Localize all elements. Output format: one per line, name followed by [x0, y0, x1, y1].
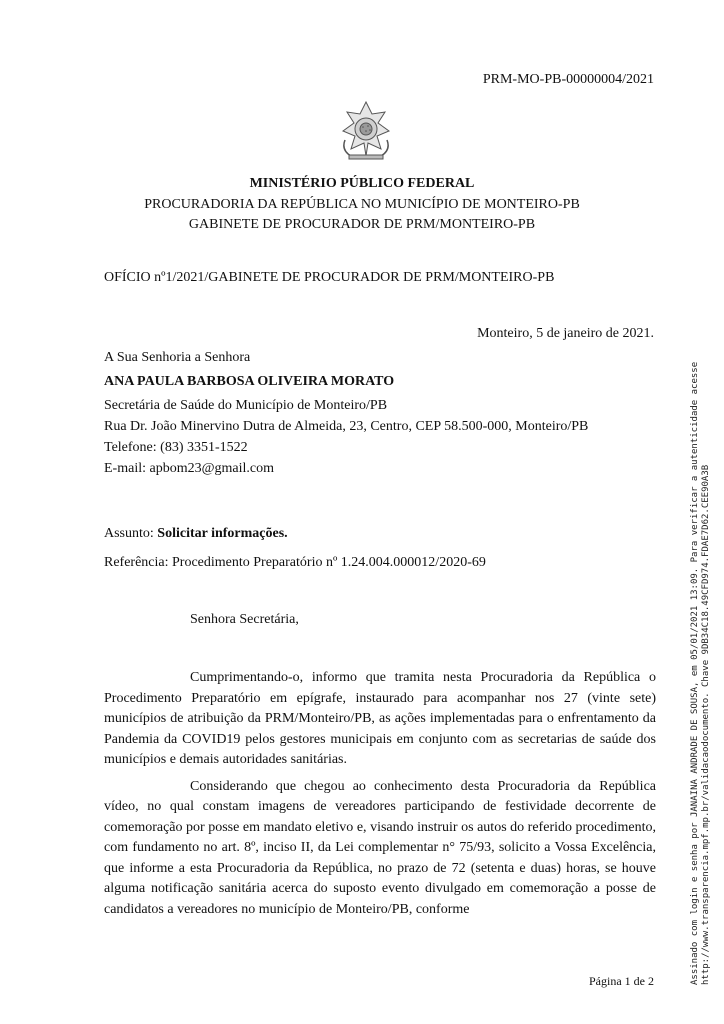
- recipient-email: E-mail: apbom23@gmail.com: [104, 461, 274, 476]
- body-text: [104, 668, 656, 920]
- oficio-number: OFÍCIO nº1/2021/GABINETE DE PROCURADOR DE PRM/MONTEIRO-PB: [104, 270, 555, 285]
- greeting: Senhora Secretária,: [190, 612, 299, 627]
- paragraph-2: Considerando que chegou ao conhecimento desta Procuradoria da República vídeo, no qual constam imagens de vereadores participando de festividade decorrente de comemoração por posse em mandato eletivo e, visando instruir os autos do referido procedimento, com fundamento no art. 8º, inciso II, da Lei complementar n° 75/93, solicito a Vossa Excelência, que informe a esta Procuradoria da República, no prazo de 72 (setenta e duas) horas, se houve alguma notificação sanitária acerca do suposto evento divulgado em comemoração a posse de candidatos a vereadores no município de Monteiro/PB, conforme: [104, 778, 656, 917]
- recipient-role: Secretária de Saúde do Município de Monteiro/PB: [104, 398, 388, 413]
- paragraph-1: Cumprimentando-o, informo que tramita nesta Procuradoria da República o Procedimento Preparatório em epígrafe, instaurado para acompanhar nos 27 (vinte sete) municípios de atribuição da PRM/Monteiro/PB, as ações implementadas para o enfrentamento da Pandemia da COVID19 pelos gestores municipais em conjunto com as secretarias de saúde dos municípios e demais autoridades sanitárias.: [104, 670, 656, 767]
- document-reference: PRM-MO-PB-00000004/2021: [482, 72, 654, 87]
- document-date: Monteiro, 5 de janeiro de 2021.: [477, 326, 654, 341]
- national-coat-of-arms-icon: [337, 100, 395, 162]
- subject-label: Assunto:: [104, 526, 154, 541]
- office-title: GABINETE DE PROCURADOR DE PRM/MONTEIRO-PB: [188, 217, 536, 232]
- unit-title: PROCURADORIA DA REPÚBLICA NO MUNICÍPIO DE MONTEIRO-PB: [144, 197, 580, 212]
- subject-value: Solicitar informações.: [157, 526, 288, 541]
- signature-stamp: [690, 362, 712, 985]
- org-title: MINISTÉRIO PÚBLICO FEDERAL: [249, 176, 475, 191]
- recipient-address: Rua Dr. João Minervino Dutra de Almeida, 23, Centro, CEP 58.500-000, Monteiro/PB: [104, 419, 589, 434]
- recipient-phone: Telefone: (83) 3351-1522: [104, 440, 248, 455]
- page-number: Página 1 de 2: [589, 974, 654, 988]
- subject-line: [104, 526, 288, 542]
- recipient-name: ANA PAULA BARBOSA OLIVEIRA MORATO: [104, 374, 395, 389]
- signature-stamp-line-1: Assinado com login e senha por JANAINA ANDRADE DE SOUSA, em 05/01/2021 13:09. Para verificar a autenticidade acesse: [690, 361, 700, 985]
- recipient-salutation: A Sua Senhoria a Senhora: [104, 350, 251, 365]
- reference-line: Referência: Procedimento Preparatório nº 1.24.004.000012/2020-69: [104, 555, 486, 570]
- signature-stamp-line-2: http://www.transparencia.mpf.mp.br/validacaodocumento. Chave 9DB34C18.49CFD974.FDAE7D62.CEE90A3B: [701, 464, 711, 985]
